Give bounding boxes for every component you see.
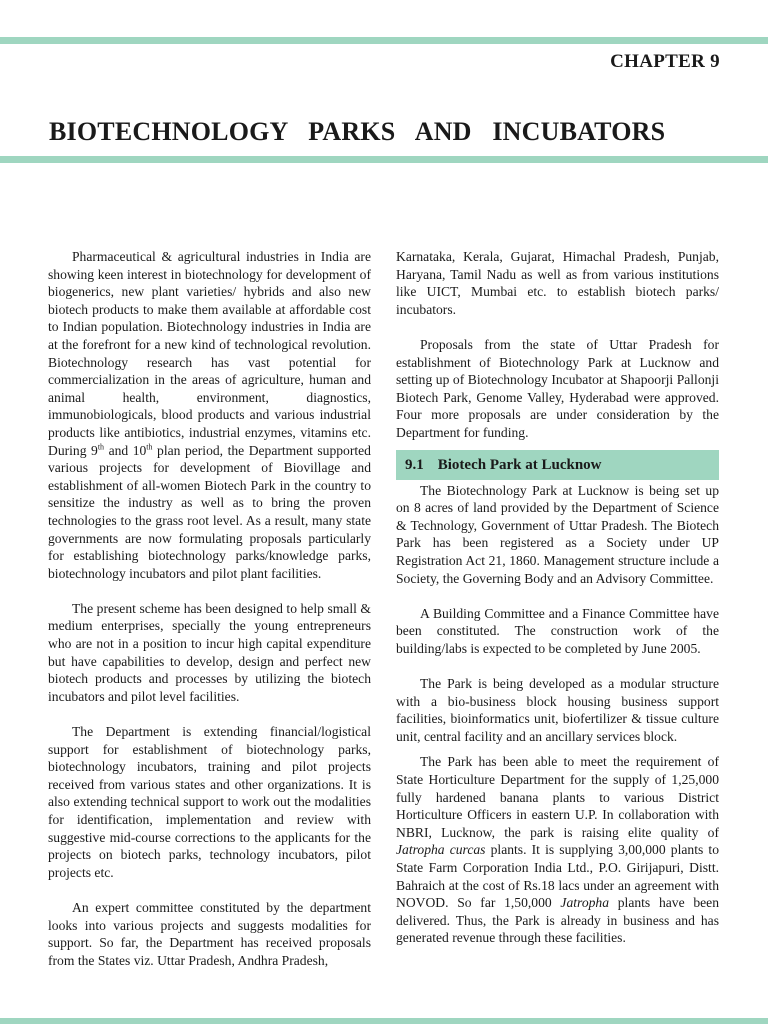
paragraph-intro-text-b: and 10 [104, 442, 147, 458]
paragraph-building-committee: A Building Committee and a Finance Committee have been constituted. The construction work of the building/labs is expected to be completed by June 2005. [396, 605, 719, 656]
top-rule [0, 37, 768, 44]
paragraph-park-setup: The Biotechnology Park at Lucknow is being set up on 8 acres of land provided by the Department of Science & Technology, Government of Uttar Pradesh. The Biotech Park has been registered as a Society under UP Registration Act 21, 1860. Management structure include a Society, the Governing Body and an Advisory Committee. [396, 482, 719, 586]
section-heading [396, 450, 719, 480]
bottom-rule [0, 1018, 768, 1024]
title-rule [0, 156, 768, 163]
paragraph-proposals: Proposals from the state of Uttar Pradesh for establishment of Biotechnology Park at Lucknow and setting up of Biotechnology Incubator at Shapoorji Pallonji Biotech Park, Genome Valley, Hyderabad were approved. Four more proposals are under consideration by the Department for funding. [396, 336, 719, 440]
paragraph-support: The Department is extending financial/logistical support for establishment of biotechnology parks, biotechnology incubators, training and pilot projects received from various states and other organizations. It is also extending technical support to work out the modalities for identification, implementation and review with suggestive mid-course corrections to the applicants for the projects on biotech parks, technology incubators, pilot projects etc. [48, 724, 371, 880]
paragraph-committee: An expert committee constituted by the department looks into various projects and suggests modalities for support. So far, the Department has received proposals from the States viz. Uttar Pradesh, Andhra Pradesh, [48, 899, 371, 968]
section-title: Biotech Park at Lucknow [437, 456, 602, 473]
chapter-label: CHAPTER 9 [610, 51, 720, 72]
chapter-title: BIOTECHNOLOGY PARKS AND INCUBATORS [49, 117, 666, 146]
species-name-jatropha-curcas: Jatropha curcas [396, 842, 486, 858]
paragraph-intro [48, 248, 371, 582]
paragraph-committee-continued: Karnataka, Kerala, Gujarat, Himachal Pradesh, Punjab, Haryana, Tamil Nadu as well as from various institutions like UICT, Mumbai etc. to establish biotech parks/ incubators. [396, 249, 719, 317]
paragraph-intro-text-c: plan period, the Department supported various projects for development of Biovillage and establishment of all-women Biotech Park in the country to sensitize the industry as well as to bring the proven technologies to the grass root level. As a result, many state governments are now formulating proposals particularly for establishing biotechnology parks/knowledge parks, biotechnology incubators and pilot plant facilities. [48, 442, 371, 581]
right-column [396, 248, 719, 947]
paragraph-revenue [396, 753, 719, 947]
section-number: 9.1 [405, 456, 424, 473]
superscript-th: th [146, 442, 153, 451]
paragraph-intro-text-a: Pharmaceutical & agricultural industries in India are showing keen interest in biotechnology for development of biogenerics, new plant varieties/ hybrids and also new biotech products to make them available at affordable cost to Indian population. Biotechnology industries in India are at the forefront for a new kind of technological revolution. Biotechnology research has vast potential for commercialization in the areas of agriculture, human and animal health, environment, diagnostics, immunobiologicals, blood products and various industrial products like antibiotics, industrial enzymes, vitamins etc. During 9 [48, 249, 371, 458]
paragraph-revenue-text-a: The Park has been able to meet the requirement of State Horticulture Department for the supply of 1,25,000 fully hardened banana plants to various District Horticulture Officers in eastern U.P. In collaboration with NBRI, Lucknow, the park is raising elite quality of [396, 754, 719, 840]
paragraph-modular-structure: The Park is being developed as a modular structure with a bio-business block housing business support facilities, bioinformatics unit, biofertilizer & tissue culture unit, central facility and an ancillary services block. [396, 676, 719, 744]
paragraph-revenue-text-c: plants have been delivered. Thus, the Park is already in business and has generated revenue through these facilities. [396, 895, 719, 946]
paragraph-scheme: The present scheme has been designed to help small & medium enterprises, specially the young entrepreneurs who are not in a position to incur high capital expenditure but have capabilities to develop, design and perfect new biotech products and processes by utilizing the biotech incubators and pilot level facilities. [48, 600, 371, 704]
superscript-th: th [97, 442, 105, 451]
paragraph-revenue-text-b: plants. It is supplying 3,00,000 plants to State Farm Corporation India Ltd., P.O. Girijapuri, Distt. Bahraich at the cost of Rs.18 lacs under an agreement with NOVOD. So far 1,50,000 [396, 842, 719, 911]
species-name-jatropha: Jatropha [560, 895, 610, 911]
left-column [48, 248, 371, 969]
